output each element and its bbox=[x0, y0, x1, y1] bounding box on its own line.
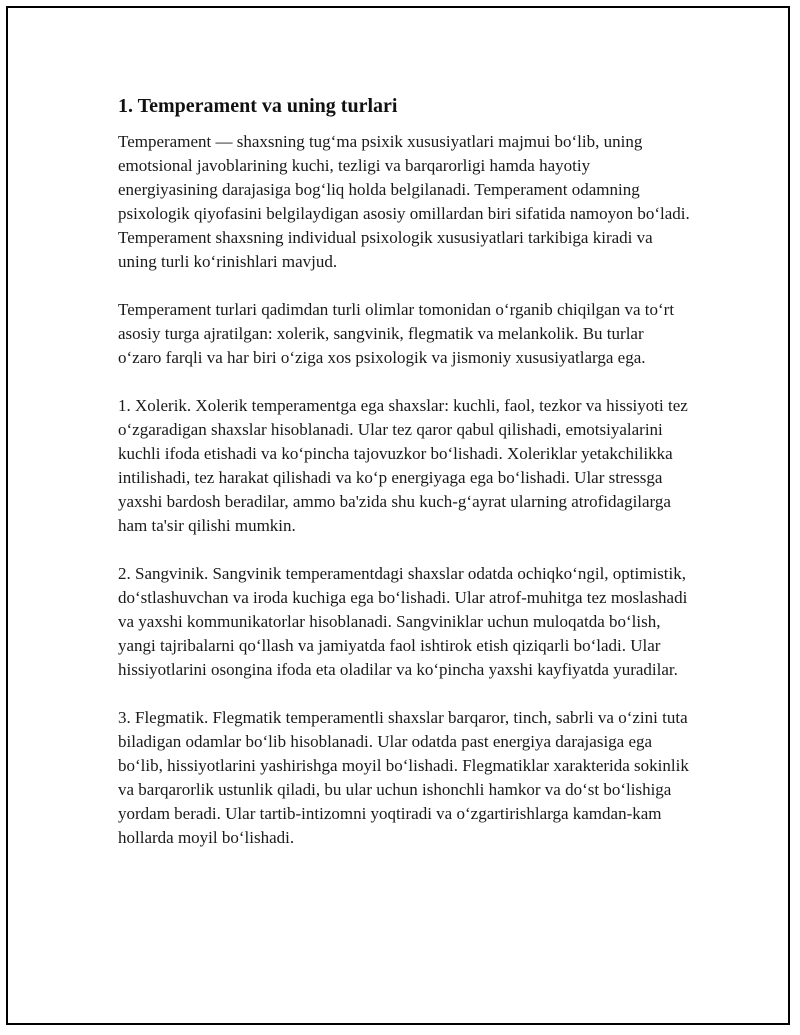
document-body bbox=[118, 92, 690, 874]
paragraph-phlegmatic: 3. Flegmatik. Flegmatik temperamentli shaxslar barqaror, tinch, sabrli va o‘zini tuta biladigan odamlar bo‘lib hisoblanadi. Ular odatda past energiya darajasiga ega bo‘lib, hissiyotlarini yashirishga moyil bo‘lishadi. Flegmatiklar xarakterida sokinlik va barqarorlik ustunlik qiladi, bu ular uchun ishonchli hamkor va do‘st bo‘lishiga yordam beradi. Ular tartib-intizomni yoqtiradi va o‘zgartirishlarga kamdan-kam hollarda moyil bo‘lishadi. bbox=[118, 708, 689, 847]
paragraph-definition: Temperament — shaxsning tug‘ma psixik xususiyatlari majmui bo‘lib, uning emotsional javoblarining kuchi, tezligi va barqarorligi hamda hayotiy energiyasining darajasiga bog‘liq holda belgilanadi. Temperament odamning psixologik qiyofasini belgilaydigan asosiy omillardan biri sifatida namoyon bo‘ladi. Temperament shaxsning individual psixologik xususiyatlari tarkibiga kiradi va uning turli ko‘rinishlari mavjud. bbox=[118, 132, 690, 271]
paragraph-types-overview: Temperament turlari qadimdan turli olimlar tomonidan o‘rganib chiqilgan va to‘rt asosiy turga ajratilgan: xolerik, sangvinik, flegmatik va melankolik. Bu turlar o‘zaro farqli va har biri o‘ziga xos psixologik va jismoniy xususiyatlarga ega. bbox=[118, 300, 675, 367]
section-heading: 1. Temperament va uning turlari bbox=[118, 95, 398, 117]
paragraph-choleric: 1. Xolerik. Xolerik temperamentga ega shaxslar: kuchli, faol, tezkor va hissiyoti tez o‘zgaradigan shaxslar hisoblanadi. Ular tez qaror qabul qilishadi, emotsiyalarini kuchli ifoda etishadi va ko‘pincha tajovuzkor bo‘lishadi. Xoleriklar yetakchilikka intilishadi, tez harakat qilishadi va ko‘p energiyaga ega bo‘lishadi. Ular stressga yaxshi bardosh beradilar, ammo ba'zida shu kuch-g‘ayrat ularning atrofidagilarga ham ta'sir qilishi mumkin. bbox=[118, 396, 688, 535]
paragraph-sanguine: 2. Sangvinik. Sangvinik temperamentdagi shaxslar odatda ochiqko‘ngil, optimistik, do‘stlashuvchan va iroda kuchiga ega bo‘lishadi. Ular atrof-muhitga tez moslashadi va yaxshi kommunikatorlar hisoblanadi. Sangviniklar uchun muloqatda bo‘lish, yangi tajribalarni qo‘llash va jamiyatda faol ishtirok etish qiziqarli bo‘ladi. Ular hissiyotlarini osongina ifoda eta oladilar va ko‘pincha yaxshi kayfiyatda yuradilar. bbox=[118, 564, 688, 679]
